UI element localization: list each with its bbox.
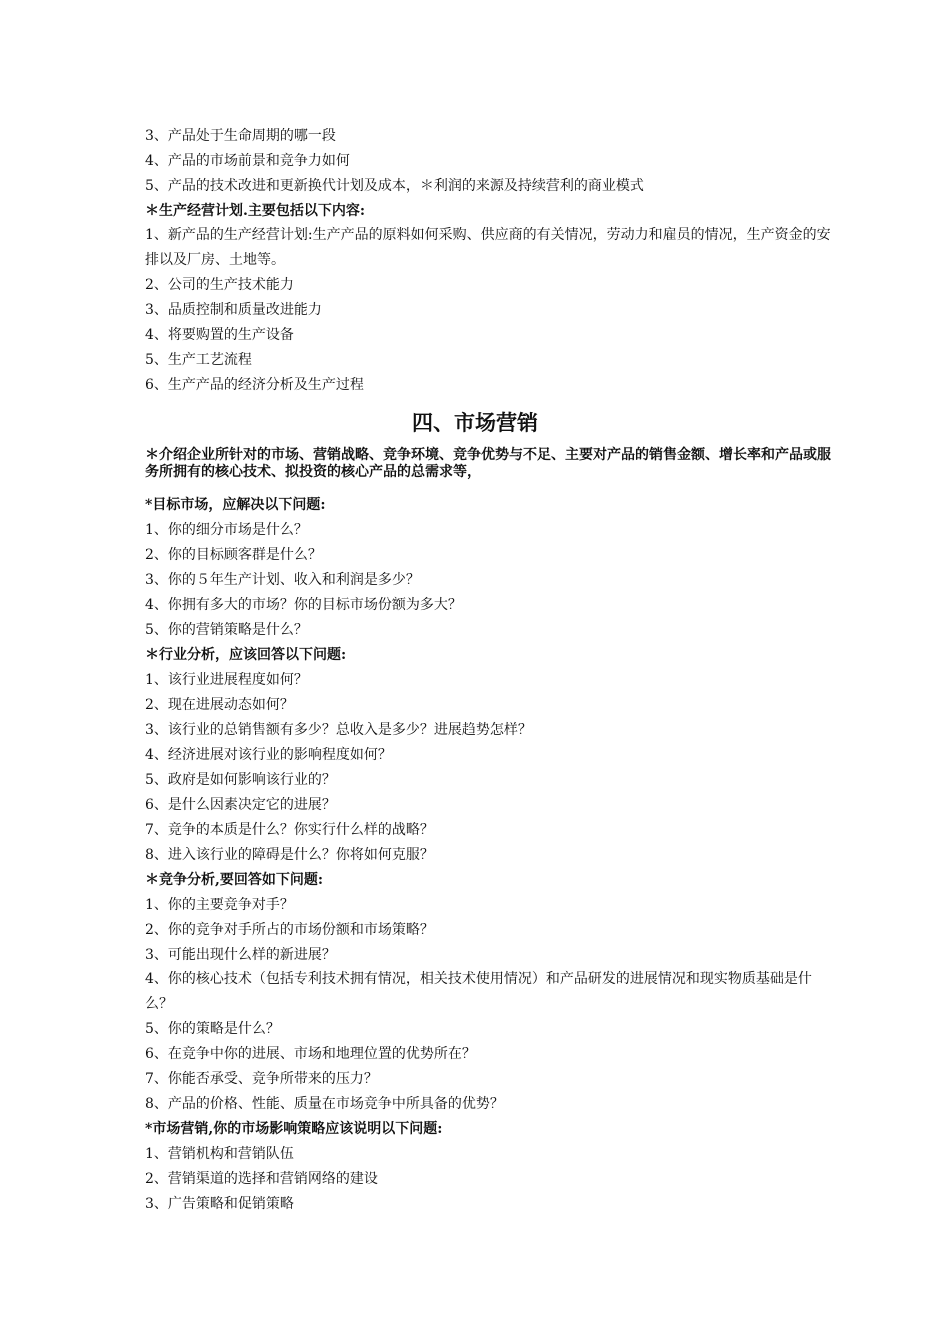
list-item: 7、竞争的本质是什么？你实行什么样的战略？ bbox=[145, 822, 434, 838]
list-item: 2、营销渠道的选择和营销网络的建设 bbox=[145, 1171, 378, 1187]
list-item: 4、经济进展对该行业的影响程度如何？ bbox=[145, 747, 392, 763]
list-item: 7、你能否承受、竞争所带来的压力？ bbox=[145, 1071, 378, 1087]
list-item: 8、进入该行业的障碍是什么？你将如何克服？ bbox=[145, 847, 434, 863]
section-intro: ＊介绍企业所针对的市场、营销战略、竞争环境、竞争优势与不足、主要对产品的销售金额、增长率和产品或服务所拥有的核心技术、拟投资的核心产品的总需求等， bbox=[145, 447, 831, 480]
target-market-title: *目标市场，应解决以下问题: bbox=[145, 497, 326, 513]
list-item: 1、该行业进展程度如何？ bbox=[145, 672, 308, 688]
list-item: 2、你的竞争对手所占的市场份额和市场策略？ bbox=[145, 922, 434, 938]
competition-analysis-title: ＊竞争分析,要回答如下问题: bbox=[145, 872, 324, 888]
list-item: 3、产品处于生命周期的哪一段 bbox=[145, 128, 336, 144]
production-plan-title: ＊生产经营计划.主要包括以下内容: bbox=[145, 203, 366, 219]
section-heading: 四、市场营销 bbox=[412, 410, 538, 435]
list-item: 5、你的营销策略是什么？ bbox=[145, 622, 308, 638]
list-item: 4、产品的市场前景和竞争力如何 bbox=[145, 153, 350, 169]
list-item: 8、产品的价格、性能、质量在市场竞争中所具备的优势？ bbox=[145, 1096, 504, 1112]
list-item: 1、营销机构和营销队伍 bbox=[145, 1146, 294, 1162]
list-item: 4、你的核心技术（包括专利技术拥有情况，相关技术使用情况）和产品研发的进展情况和现实物质基础是什么？ bbox=[145, 971, 812, 1012]
list-item: 5、你的策略是什么？ bbox=[145, 1021, 280, 1037]
list-item: 3、该行业的总销售额有多少？总收入是多少？进展趋势怎样？ bbox=[145, 722, 532, 738]
list-item: 4、你拥有多大的市场？你的目标市场份额为多大？ bbox=[145, 597, 462, 613]
list-item: 1、你的细分市场是什么？ bbox=[145, 522, 308, 538]
list-item: 3、你的５年生产计划、收入和利润是多少？ bbox=[145, 572, 420, 588]
list-item: 2、现在进展动态如何？ bbox=[145, 697, 294, 713]
list-item: 6、是什么因素决定它的进展？ bbox=[145, 797, 336, 813]
list-item: 1、你的主要竞争对手？ bbox=[145, 897, 294, 913]
list-item: 2、公司的生产技术能力 bbox=[145, 277, 294, 293]
list-item: 3、品质控制和质量改进能力 bbox=[145, 302, 322, 318]
industry-analysis-title: ＊行业分析，应该回答以下问题: bbox=[145, 647, 347, 663]
list-item: 3、广告策略和促销策略 bbox=[145, 1196, 294, 1212]
list-item: 2、你的目标顾客群是什么？ bbox=[145, 547, 322, 563]
list-item: 3、可能出现什么样的新进展？ bbox=[145, 947, 336, 963]
list-item: 1、新产品的生产经营计划:生产产品的原料如何采购、供应商的有关情况，劳动力和雇员的情况，生产资金的安排以及厂房、土地等。 bbox=[145, 227, 831, 268]
marketing-title: *市场营销,你的市场影响策略应该说明以下问题: bbox=[145, 1121, 443, 1137]
list-item: 5、生产工艺流程 bbox=[145, 352, 252, 368]
list-item: 6、生产产品的经济分析及生产过程 bbox=[145, 377, 364, 393]
list-item: 4、将要购置的生产设备 bbox=[145, 327, 294, 343]
list-item: 5、产品的技术改进和更新换代计划及成本，＊利润的来源及持续营利的商业模式 bbox=[145, 178, 644, 194]
list-item: 6、在竞争中你的进展、市场和地理位置的优势所在？ bbox=[145, 1046, 476, 1062]
list-item: 5、政府是如何影响该行业的？ bbox=[145, 772, 336, 788]
